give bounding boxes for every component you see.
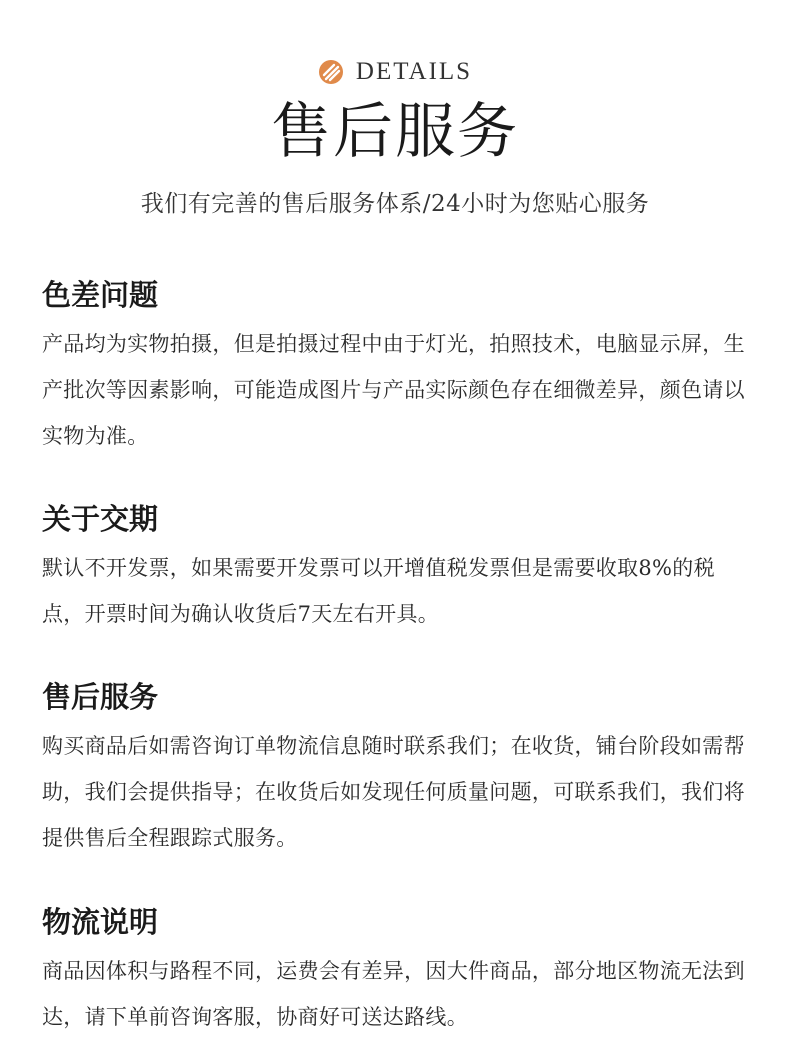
page-title: 售后服务	[271, 97, 519, 167]
section-heading: 售后服务	[42, 680, 159, 714]
eyebrow-label: DETAILS	[355, 58, 473, 85]
eyebrow	[0, 56, 790, 88]
section-delivery-time	[42, 499, 752, 637]
section-body: 购买商品后如需咨询订单物流信息随时联系我们；在收货，铺台阶段如需帮助，我们会提供指导；在收货后如发现任何质量问题，可联系我们，我们将提供售后全程跟踪式服务。	[42, 734, 745, 850]
section-logistics	[42, 902, 752, 1040]
page-subtitle: 我们有完善的售后服务体系/24小时为您贴心服务	[140, 191, 650, 217]
section-after-sales	[42, 677, 752, 861]
section-body: 默认不开发票，如果需要开发票可以开增值税发票但是需要收取8%的税点，开票时间为确认收货后7天左右开具。	[42, 556, 715, 626]
section-heading: 色差问题	[42, 278, 159, 312]
section-body: 商品因体积与路程不同，运费会有差异，因大件商品，部分地区物流无法到达，请下单前咨询客服，协商好可送达路线。	[42, 959, 745, 1029]
section-heading: 物流说明	[42, 905, 159, 939]
stripes-circle-icon	[318, 59, 344, 85]
page-header	[0, 56, 790, 222]
section-color-difference	[42, 275, 752, 459]
section-heading: 关于交期	[42, 502, 159, 536]
section-body: 产品均为实物拍摄，但是拍摄过程中由于灯光，拍照技术，电脑显示屏，生产批次等因素影响，可能造成图片与产品实际颜色存在细微差异，颜色请以实物为准。	[42, 332, 745, 448]
